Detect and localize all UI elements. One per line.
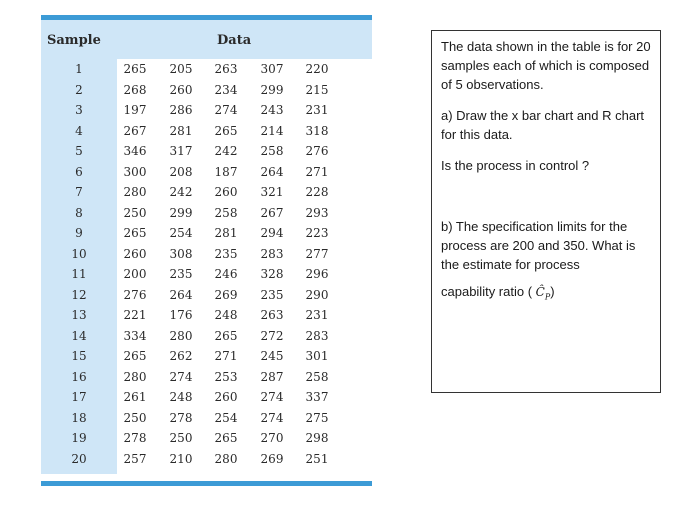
sample-number: 20 <box>71 451 87 466</box>
observation-cell: 260 <box>214 390 238 404</box>
observation-cell: 296 <box>305 267 329 281</box>
data-column-header: Data <box>217 33 252 48</box>
observation-cell: 248 <box>214 308 238 322</box>
observation-cell: 243 <box>260 103 284 117</box>
observation-cell: 318 <box>305 123 329 138</box>
table-row <box>41 408 372 429</box>
sample-number: 19 <box>71 431 87 445</box>
table-row <box>41 326 372 347</box>
table-row <box>41 141 372 162</box>
observation-cell: 299 <box>260 82 284 97</box>
table-row <box>41 244 372 265</box>
observation-cell: 235 <box>214 246 238 261</box>
observation-cell: 267 <box>260 205 284 220</box>
sample-number: 11 <box>71 267 87 281</box>
observation-cell: 275 <box>305 410 329 425</box>
observation-cell: 337 <box>305 390 329 404</box>
observation-cell: 265 <box>214 431 238 445</box>
observation-cell: 260 <box>169 82 193 97</box>
question-box <box>431 30 661 393</box>
observation-cell: 293 <box>305 205 329 220</box>
observation-cell: 231 <box>305 308 329 322</box>
observation-cell: 328 <box>260 267 284 281</box>
observation-cell: 261 <box>123 390 147 404</box>
observation-cell: 265 <box>214 123 238 138</box>
observation-cell: 214 <box>260 123 284 138</box>
observation-cell: 268 <box>123 82 147 97</box>
observation-cell: 210 <box>169 451 193 466</box>
table-row <box>41 428 372 449</box>
observation-cell: 250 <box>123 410 147 425</box>
observation-cell: 278 <box>123 431 147 445</box>
sample-number: 12 <box>71 287 87 302</box>
observation-cell: 260 <box>123 246 147 261</box>
table-row <box>41 223 372 244</box>
cp-symbol <box>535 285 551 302</box>
observation-cell: 205 <box>169 62 193 76</box>
observation-cell: 235 <box>260 287 284 302</box>
observation-cell: 334 <box>123 328 147 343</box>
sample-number: 1 <box>75 62 83 76</box>
observation-cell: 258 <box>305 369 329 384</box>
table-row <box>41 162 372 183</box>
table-row <box>41 59 372 80</box>
observation-cell: 208 <box>169 164 193 179</box>
observation-cell: 283 <box>305 328 329 343</box>
observation-cell: 265 <box>214 328 238 343</box>
question-intro: The data shown in the table is for 20 samples each of which is composed of 5 observations. <box>441 39 651 92</box>
observation-cell: 263 <box>214 62 238 76</box>
sample-number: 17 <box>71 390 87 404</box>
observation-cell: 251 <box>305 451 329 466</box>
table-row <box>41 387 372 408</box>
observation-cell: 276 <box>305 144 329 158</box>
observation-cell: 187 <box>214 164 238 179</box>
observation-cell: 283 <box>260 246 284 261</box>
observation-cell: 290 <box>305 287 329 302</box>
observation-cell: 228 <box>305 185 329 199</box>
observation-cell: 215 <box>305 82 329 97</box>
table-row <box>41 203 372 224</box>
observation-cell: 307 <box>260 62 284 76</box>
observation-cell: 253 <box>214 369 238 384</box>
observation-cell: 197 <box>123 103 147 117</box>
observation-cell: 250 <box>169 431 193 445</box>
table-bottom-rule <box>41 481 372 486</box>
observation-cell: 272 <box>260 328 284 343</box>
observation-cell: 277 <box>305 246 329 261</box>
observation-cell: 300 <box>123 164 147 179</box>
capability-ratio-line <box>441 282 651 306</box>
sample-number: 15 <box>71 349 87 363</box>
observation-cell: 308 <box>169 246 193 261</box>
table-row <box>41 80 372 101</box>
observation-cell: 274 <box>260 390 284 404</box>
table-row <box>41 182 372 203</box>
sample-number: 16 <box>71 369 87 384</box>
observation-cell: 274 <box>214 103 238 117</box>
observation-cell: 176 <box>169 308 193 322</box>
sample-number: 5 <box>75 144 83 158</box>
table-row <box>41 285 372 306</box>
sample-number: 3 <box>75 103 83 117</box>
observation-cell: 250 <box>123 205 147 220</box>
observation-cell: 258 <box>214 205 238 220</box>
table-row <box>41 100 372 121</box>
table-row <box>41 121 372 142</box>
observation-cell: 317 <box>169 144 193 158</box>
observation-cell: 281 <box>169 123 193 138</box>
observation-cell: 245 <box>260 349 284 363</box>
sample-number: 4 <box>75 123 83 138</box>
observation-cell: 246 <box>214 267 238 281</box>
cp-subscript: P <box>544 292 551 302</box>
observation-cell: 260 <box>214 185 238 199</box>
observation-cell: 265 <box>123 226 147 240</box>
observation-cell: 254 <box>169 226 193 240</box>
observation-cell: 269 <box>260 451 284 466</box>
observation-cell: 265 <box>123 62 147 76</box>
sample-column-header: Sample <box>47 33 101 48</box>
cp-letter: Ĉ <box>535 285 545 299</box>
sample-number: 6 <box>75 164 83 179</box>
observation-cell: 254 <box>214 410 238 425</box>
observation-cell: 231 <box>305 103 329 117</box>
sample-number: 13 <box>71 308 87 322</box>
observation-cell: 264 <box>260 164 284 179</box>
observation-cell: 298 <box>305 431 329 445</box>
sample-number: 2 <box>75 82 83 97</box>
observation-cell: 269 <box>214 287 238 302</box>
data-table <box>41 15 372 488</box>
observation-cell: 299 <box>169 205 193 220</box>
question-in-control: Is the process in control ? <box>441 158 590 173</box>
observation-cell: 265 <box>123 349 147 363</box>
observation-cell: 280 <box>169 328 193 343</box>
observation-cell: 301 <box>305 349 329 363</box>
observation-cell: 286 <box>169 103 193 117</box>
question-part-a: a) Draw the x bar chart and R chart for this data. <box>441 108 645 142</box>
observation-cell: 281 <box>214 226 238 240</box>
observation-cell: 257 <box>123 451 147 466</box>
observation-cell: 280 <box>214 451 238 466</box>
observation-cell: 263 <box>260 308 284 322</box>
observation-cell: 262 <box>169 349 193 363</box>
observation-cell: 235 <box>169 267 193 281</box>
observation-cell: 220 <box>305 62 329 76</box>
table-row <box>41 346 372 367</box>
observation-cell: 234 <box>214 82 238 97</box>
observation-cell: 248 <box>169 390 193 404</box>
observation-cell: 242 <box>169 185 193 199</box>
observation-cell: 278 <box>169 410 193 425</box>
observation-cell: 294 <box>260 226 284 240</box>
observation-cell: 242 <box>214 144 238 158</box>
table-row <box>41 264 372 285</box>
observation-cell: 258 <box>260 144 284 158</box>
capability-close: ) <box>550 284 555 299</box>
table-header <box>41 20 372 59</box>
question-part-b: b) The specification limits for the process are 200 and 350. What is the estimate for process <box>441 219 636 272</box>
sample-number: 10 <box>71 246 87 261</box>
table-row <box>41 367 372 388</box>
observation-cell: 321 <box>260 185 284 199</box>
observation-cell: 267 <box>123 123 147 138</box>
observation-cell: 223 <box>305 226 329 240</box>
observation-cell: 274 <box>260 410 284 425</box>
sample-number: 18 <box>71 410 87 425</box>
observation-cell: 200 <box>123 267 147 281</box>
observation-cell: 271 <box>305 164 329 179</box>
observation-cell: 264 <box>169 287 193 302</box>
observation-cell: 271 <box>214 349 238 363</box>
table-row <box>41 305 372 326</box>
sample-number: 8 <box>75 205 83 220</box>
observation-cell: 280 <box>123 185 147 199</box>
table-body <box>41 59 372 469</box>
observation-cell: 346 <box>123 144 147 158</box>
observation-cell: 221 <box>123 308 147 322</box>
sample-number: 7 <box>75 185 83 199</box>
observation-cell: 274 <box>169 369 193 384</box>
sample-number: 9 <box>75 226 83 240</box>
table-row <box>41 449 372 470</box>
observation-cell: 270 <box>260 431 284 445</box>
capability-label: capability ratio ( <box>441 284 533 299</box>
observation-cell: 276 <box>123 287 147 302</box>
observation-cell: 287 <box>260 369 284 384</box>
observation-cell: 280 <box>123 369 147 384</box>
sample-number: 14 <box>71 328 87 343</box>
